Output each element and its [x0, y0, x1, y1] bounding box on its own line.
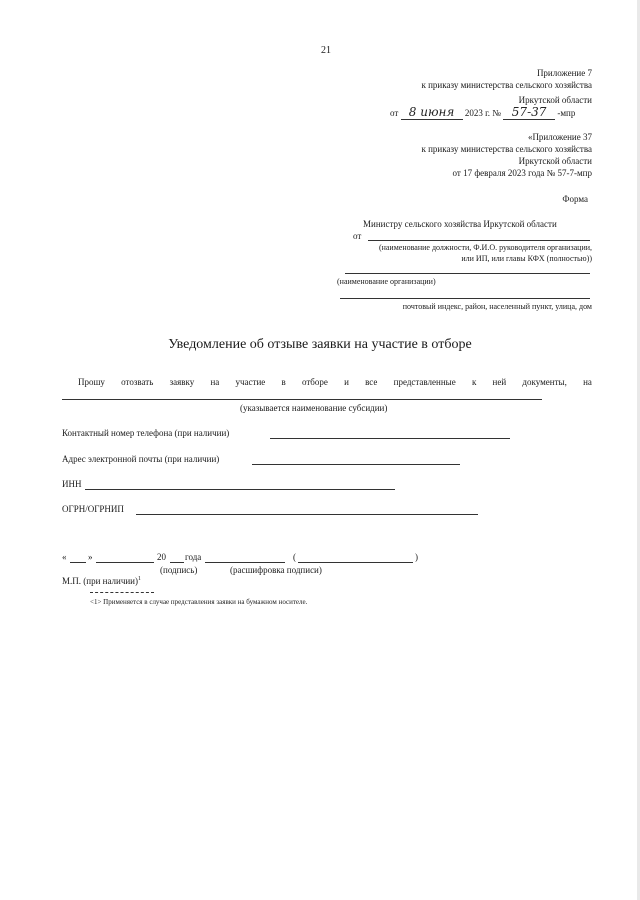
quoted-appendix-label: «Приложение 37 — [527, 132, 592, 142]
document-title: Уведомление об отзыве заявки на участие в отборе — [168, 337, 472, 352]
footnote-marker: 1 — [138, 576, 141, 582]
handwritten-number: 57-37 — [503, 105, 555, 120]
paren-open: ( — [293, 552, 296, 562]
appendix-order-line: к приказу министерства сельского хозяйства — [421, 80, 592, 90]
number-suffix: -мпр — [557, 108, 576, 118]
hint-name-1: (наименование должности, Ф.И.О. руководителя организации, — [378, 243, 592, 252]
request-word: документы, — [522, 377, 567, 387]
addressee-from-line[interactable] — [368, 240, 590, 241]
year-number-label: 2023 г. № — [464, 108, 501, 118]
address-line[interactable] — [340, 298, 590, 299]
email-input-line[interactable] — [252, 464, 460, 465]
ogrn-label: ОГРН/ОГРНИП — [62, 504, 124, 514]
appendix-label: Приложение 7 — [536, 68, 592, 78]
quoted-appendix-date: от 17 февраля 2023 года № 57-7-мпр — [452, 168, 592, 178]
month-line[interactable] — [96, 562, 154, 563]
quoted-appendix-order-line: к приказу министерства сельского хозяйства — [421, 144, 592, 154]
hint-name-2: или ИП, или главы КФХ (полностью)) — [461, 254, 592, 263]
appendix-date-line — [390, 105, 575, 120]
addressee-to: Министру сельского хозяйства Иркутской области — [363, 219, 557, 229]
request-word: представленные — [393, 377, 456, 387]
email-label: Адрес электронной почты (при наличии) — [62, 454, 220, 464]
year-suffix: года — [185, 552, 202, 562]
ogrn-input-line[interactable] — [136, 514, 478, 515]
request-text — [78, 377, 592, 387]
hint-address: почтовый индекс, район, населенный пункт, улица, дом — [402, 302, 592, 311]
addressee-from-label: от — [353, 231, 362, 241]
stamp-label: М.П. (при наличии)$^1$ — [62, 576, 141, 586]
date-close-quote: » — [88, 552, 93, 562]
request-word: в — [281, 377, 286, 387]
date-open-quote: « — [62, 552, 67, 562]
signature-line[interactable] — [205, 562, 285, 563]
day-line[interactable] — [70, 562, 86, 563]
inn-input-line[interactable] — [85, 489, 395, 490]
footnote-text: <1> Применяется в случае представления заявки на бумажном носителе. — [90, 598, 308, 606]
request-word: на — [583, 377, 592, 387]
footnote-separator — [90, 592, 154, 593]
request-word: на — [210, 377, 220, 387]
request-word: заявку — [169, 377, 195, 387]
hint-organization: (наименование организации) — [337, 277, 436, 286]
request-word: отозвать — [121, 377, 154, 387]
request-word: и — [344, 377, 349, 387]
signature-hint: (подпись) — [160, 565, 198, 575]
page-number: 21 — [321, 45, 331, 56]
form-label: Форма — [562, 194, 588, 204]
subsidy-hint: (указывается наименование субсидии) — [240, 403, 388, 413]
request-word: участие — [235, 377, 266, 387]
handwritten-date: 8 июня — [401, 105, 463, 120]
year-line[interactable] — [170, 562, 184, 563]
quoted-appendix-region: Иркутской области — [518, 156, 592, 166]
request-word: все — [365, 377, 378, 387]
appendix-region: Иркутской области — [518, 95, 592, 105]
phone-label: Контактный номер телефона (при наличии) — [62, 428, 230, 438]
organization-line[interactable] — [345, 273, 590, 274]
year-prefix: 20 — [157, 552, 166, 562]
signature-decode-line[interactable] — [298, 562, 413, 563]
date-prefix: от — [390, 108, 399, 118]
decode-hint: (расшифровка подписи) — [230, 565, 322, 575]
request-word: Прошу — [78, 377, 105, 387]
request-word: ней — [492, 377, 507, 387]
inn-label: ИНН — [62, 479, 82, 489]
request-word: отборе — [301, 377, 328, 387]
phone-input-line[interactable] — [270, 438, 510, 439]
subsidy-name-line[interactable] — [62, 399, 542, 400]
paren-close: ) — [415, 552, 418, 562]
request-word: к — [471, 377, 477, 387]
